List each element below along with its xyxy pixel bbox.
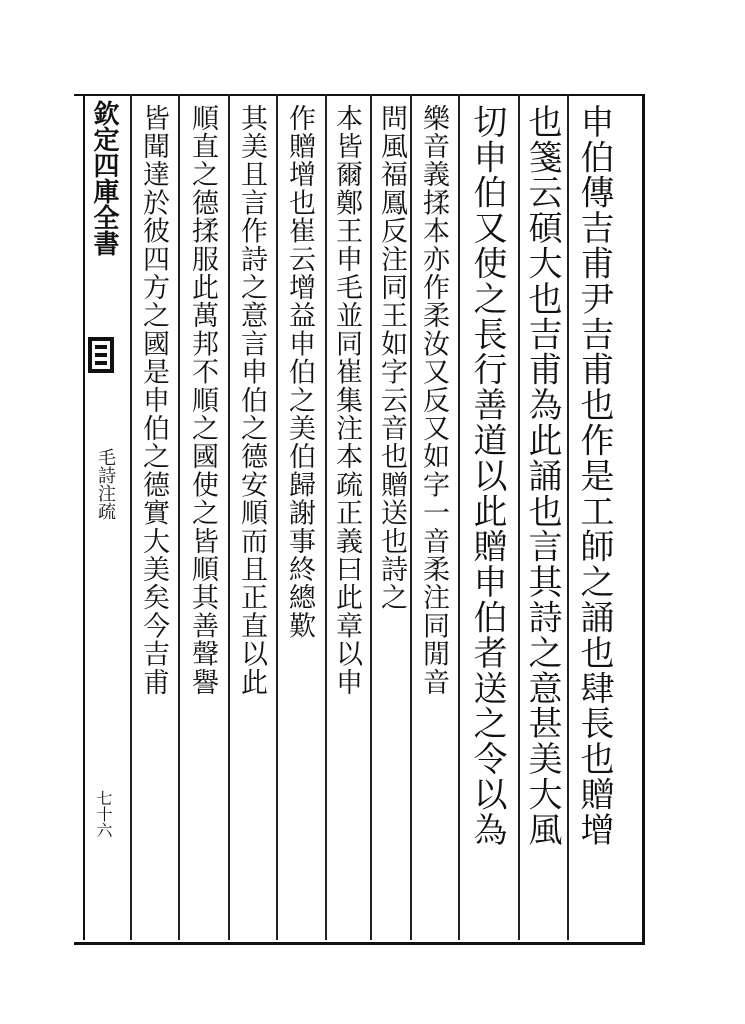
margin-book-title: 欽定四庫全書 (89, 100, 119, 256)
fishtail-mark-icon (86, 335, 116, 375)
column-rule (518, 94, 520, 940)
column-rule (370, 94, 372, 940)
column-rule (567, 94, 569, 940)
text-column-5: 問風福鳳反注同王如字云音也贈送也詩之 (376, 104, 407, 612)
column-rule (410, 94, 412, 940)
margin-page-number: 七十六 (94, 790, 113, 838)
text-column-10: 皆聞達於彼四方之國是申伯之德實大美矣今吉甫 (138, 104, 169, 697)
column-rule (130, 94, 132, 940)
text-column-6: 本皆爾鄭王申毛並同崔集注本疏正義曰此章以申 (331, 104, 362, 697)
text-column-2: 也箋云碩大也吉甫為此誦也言其詩之意甚美大風 (522, 104, 562, 848)
text-column-8: 其美且言作詩之意言申伯之德安順而且正直以此 (236, 104, 267, 697)
margin-divider (83, 94, 85, 940)
text-column-3: 切申伯又使之長行善道以此贈申伯者送之令以為 (467, 104, 507, 848)
column-rule (228, 94, 230, 940)
column-rule (276, 94, 278, 940)
text-column-7: 作贈增也崔云增益申伯之美伯歸謝事終總歎 (284, 104, 315, 640)
text-column-4: 樂音義揉本亦作柔汝又反又如字一音柔注同閒音 (418, 104, 449, 697)
column-rule (458, 94, 460, 940)
text-column-9: 順直之德揉服此萬邦不順之國使之皆順其善聲譽 (187, 104, 218, 697)
text-column-1: 申伯傳吉甫尹吉甫也作是工師之誦也肆長也贈增 (574, 104, 614, 848)
column-rule (178, 94, 180, 940)
margin-section-title: 毛詩注疏 (95, 448, 116, 520)
column-rule (325, 94, 327, 940)
